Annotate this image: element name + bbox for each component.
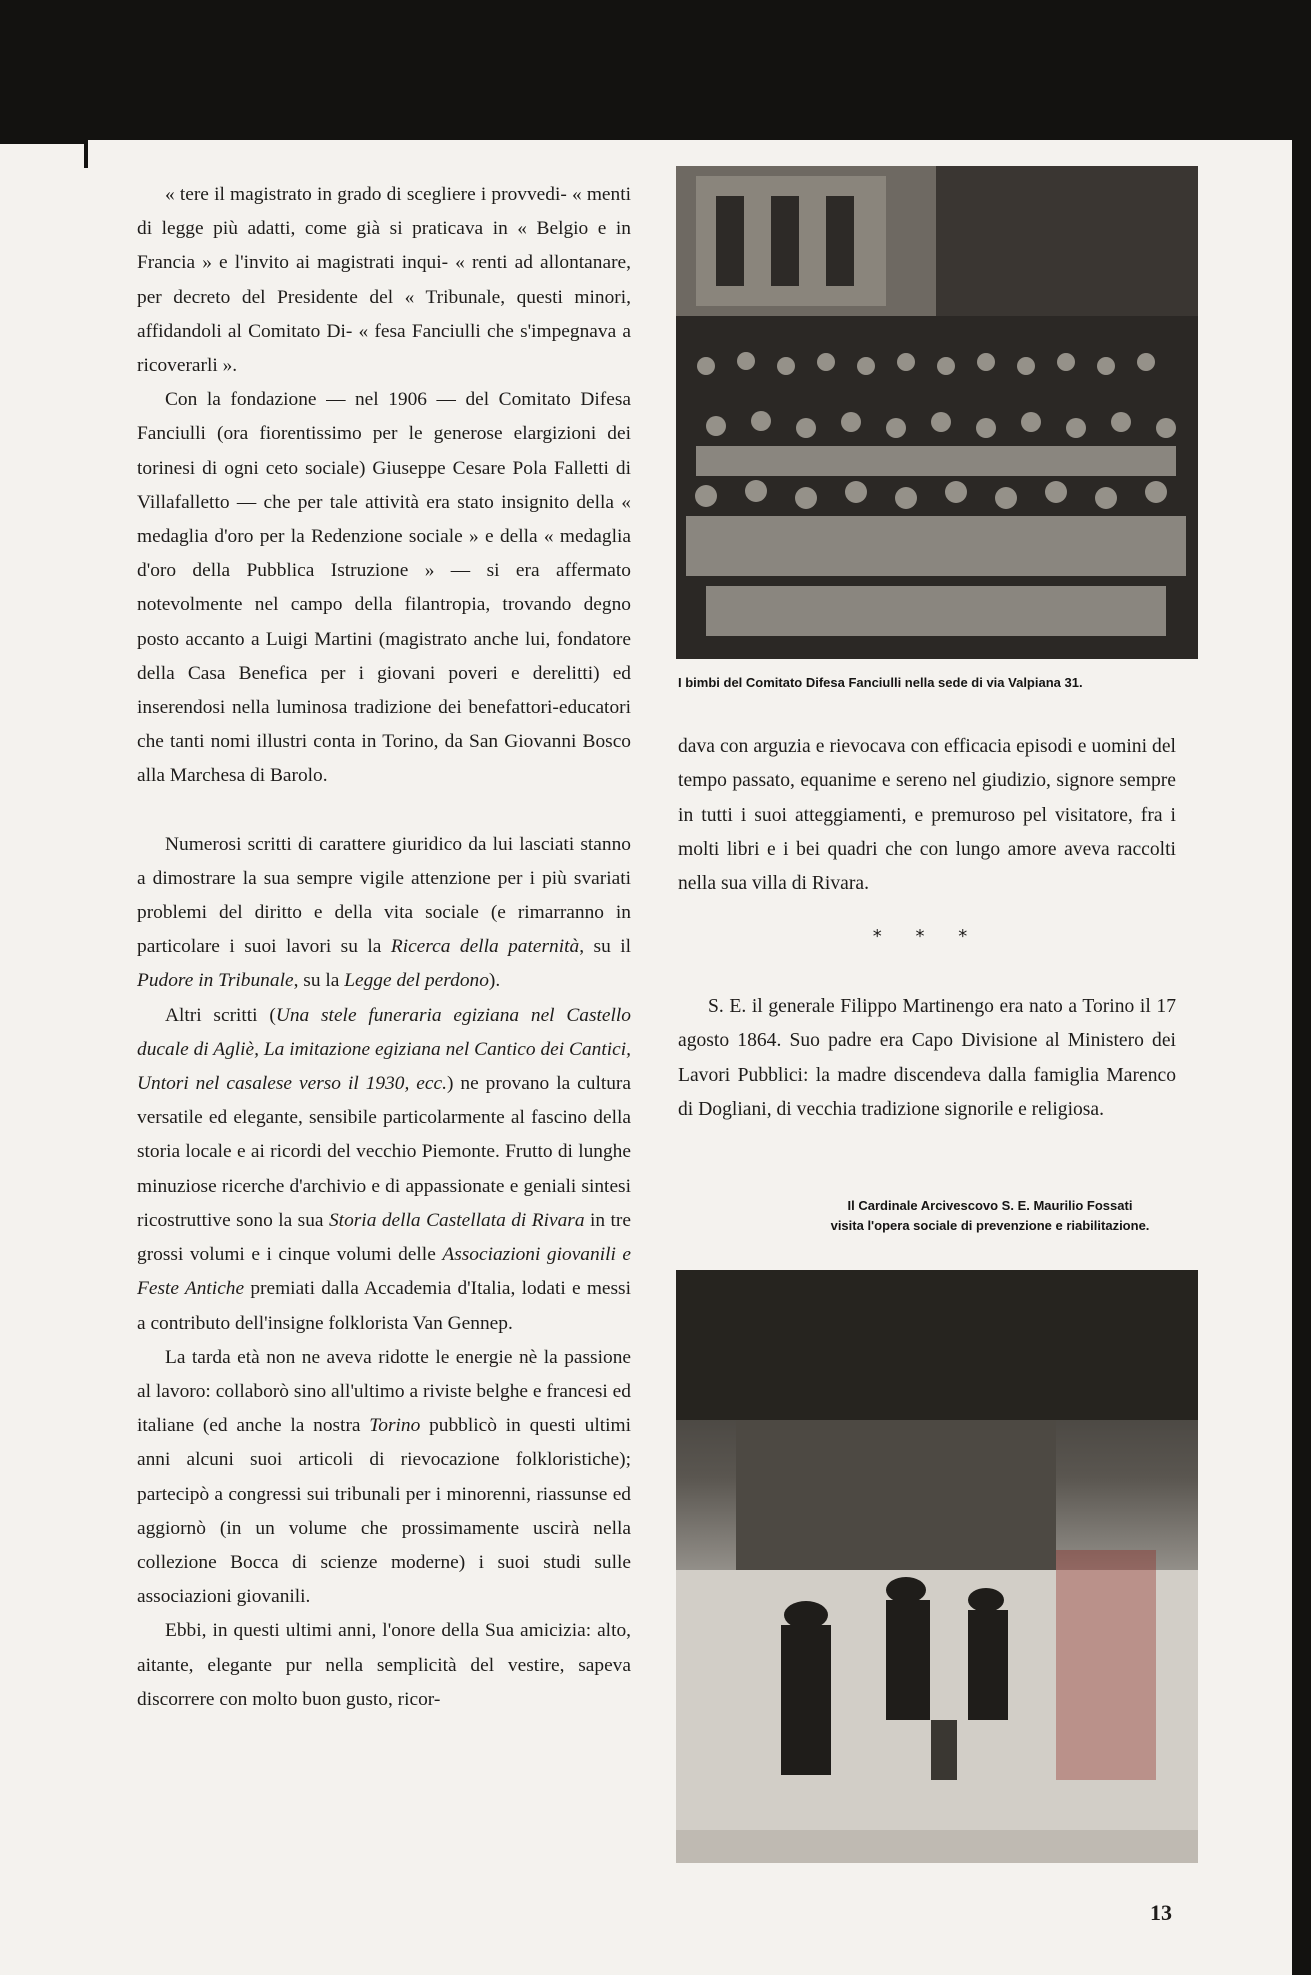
- right-text-column-bottom: [678, 990, 1176, 1127]
- paragraph-writings: Numerosi scritti di carattere giuridico da lui lasciati stanno a dimostrare la sua sempre vigile attenzione per i più svariati problemi del diritto e della vita sociale (e rimarranno in particolare i suoi lavori su la Ricerca della paternità, su il Pudore in Tribunale, su la Legge del perdono).: [137, 833, 632, 992]
- page-number: 13: [1150, 1900, 1172, 1925]
- corner-tick-vertical: [84, 140, 88, 168]
- paragraph-friendship: Ebbi, in questi ultimi anni, l'onore della Sua amicizia: alto, aitante, elegante pur nella semplicità del vestire, sapeva discorrere con molto buon gusto, ricor-: [137, 1620, 631, 1710]
- section-separator-stars: * * *: [872, 926, 982, 947]
- photo-children-group: [676, 166, 1198, 659]
- right-text-column-top: [678, 730, 1176, 901]
- corner-tick: [0, 140, 88, 144]
- right-black-band: [1292, 0, 1311, 1975]
- photo-caption-top: I bimbi del Comitato Difesa Fanciulli nella sede di via Valpiana 31.: [678, 675, 1083, 690]
- photo-cardinal-visit: [676, 1270, 1198, 1863]
- paragraph-foundation: Con la fondazione — nel 1906 — del Comitato Difesa Fanciulli (ora fiorentissimo per le generose elargizioni dei torinesi di ogni ceto sociale) Giuseppe Cesare Pola Falletti di Villafalletto — che per tale attività era stato insignito della « medaglia d'oro per la Redenzione sociale » e della « medaglia d'oro della Pubblica Istruzione » — si era affermato notevolmente nel campo della filantropia, trovando degno posto accanto a Luigi Martini (magistrato anche lui, fondatore della Casa Benefica per i giovani poveri e derelitti) ed inserendosi nella luminosa tradizione dei benefattori-educatori che tanti nomi illustri conta in Torino, da San Giovanni Bosco alla Marchesa di Barolo.: [137, 389, 631, 787]
- paragraph-continuation: dava con arguzia e rievocava con efficacia episodi e uomini del tempo passato, equanime e sereno nel giudizio, signore sempre in tutti i suoi atteggiamenti, e premuroso pel visitatore, fra i molti libri e i bei quadri che con lungo amore aveva raccolti nella sua villa di Rivara.: [678, 736, 1176, 895]
- paragraph-late-age: La tarda età non ne aveva ridotte le energie nè la passione al lavoro: collaborò sino all'ultimo a riviste belghe e francesi ed italiane (ed anche la nostra Torino pubblicò in questi ultimi anni alcuni suoi articoli di rievocazione folkloristiche); partecipò a congressi sui tribunali per i minorenni, riassunse ed aggiornò (in un volume che prossimamente uscirà nella collezione Bocca di scienze moderne) i suoi studi sulle associazioni giovanili.: [137, 1346, 631, 1608]
- photo-caption-bottom: [790, 1196, 1190, 1236]
- top-black-band: [0, 0, 1311, 140]
- paragraph-other-writings: Altri scritti (Una stele funeraria egiziana nel Castello ducale di Agliè, La imitazione egiziana nel Cantico dei Cantici, Untori nel casalese verso il 1930, ecc.) ne provano la cultura versatile ed elegante, sensibile particolarmente al fascino della storia locale e ai ricordi del vecchio Piemonte. Frutto di lunghe minuziose ricerche d'archivio e di appassionate e geniali sintesi ricostruttive sono la sua Storia della Castellata di Rivara in tre grossi volumi e i cinque volumi delle Associazioni giovanili e Feste Antiche premiati dalla Accademia d'Italia, lodati e messi a contributo dell'insigne folklorista Van Gennep.: [137, 1004, 632, 1334]
- caption-line-2: visita l'opera sociale di prevenzione e riabilitazione.: [830, 1218, 1150, 1233]
- paragraph-martinengo: S. E. il generale Filippo Martinengo era nato a Torino il 17 agosto 1864. Suo padre era Capo Divisione al Ministero dei Lavori Pubblici: la madre discendeva dalla famiglia Marenco di Dogliani, di vecchia tradizione signorile e religiosa.: [678, 996, 1176, 1120]
- left-text-column: [137, 178, 631, 1717]
- caption-line-1: Il Cardinale Arcivescovo S. E. Maurilio Fossati: [847, 1198, 1133, 1213]
- paragraph-quote-end: « tere il magistrato in grado di scegliere i provvedi- « menti di legge più adatti, come già si praticava in « Belgio e in Francia » e l'invito ai magistrati inqui- « renti ad allontanare, per decreto del Presidente del « Tribunale, questi minori, affidandoli al Comitato Di- « fesa Fanciulli che s'impegnava a ricoverarli ».: [137, 184, 631, 377]
